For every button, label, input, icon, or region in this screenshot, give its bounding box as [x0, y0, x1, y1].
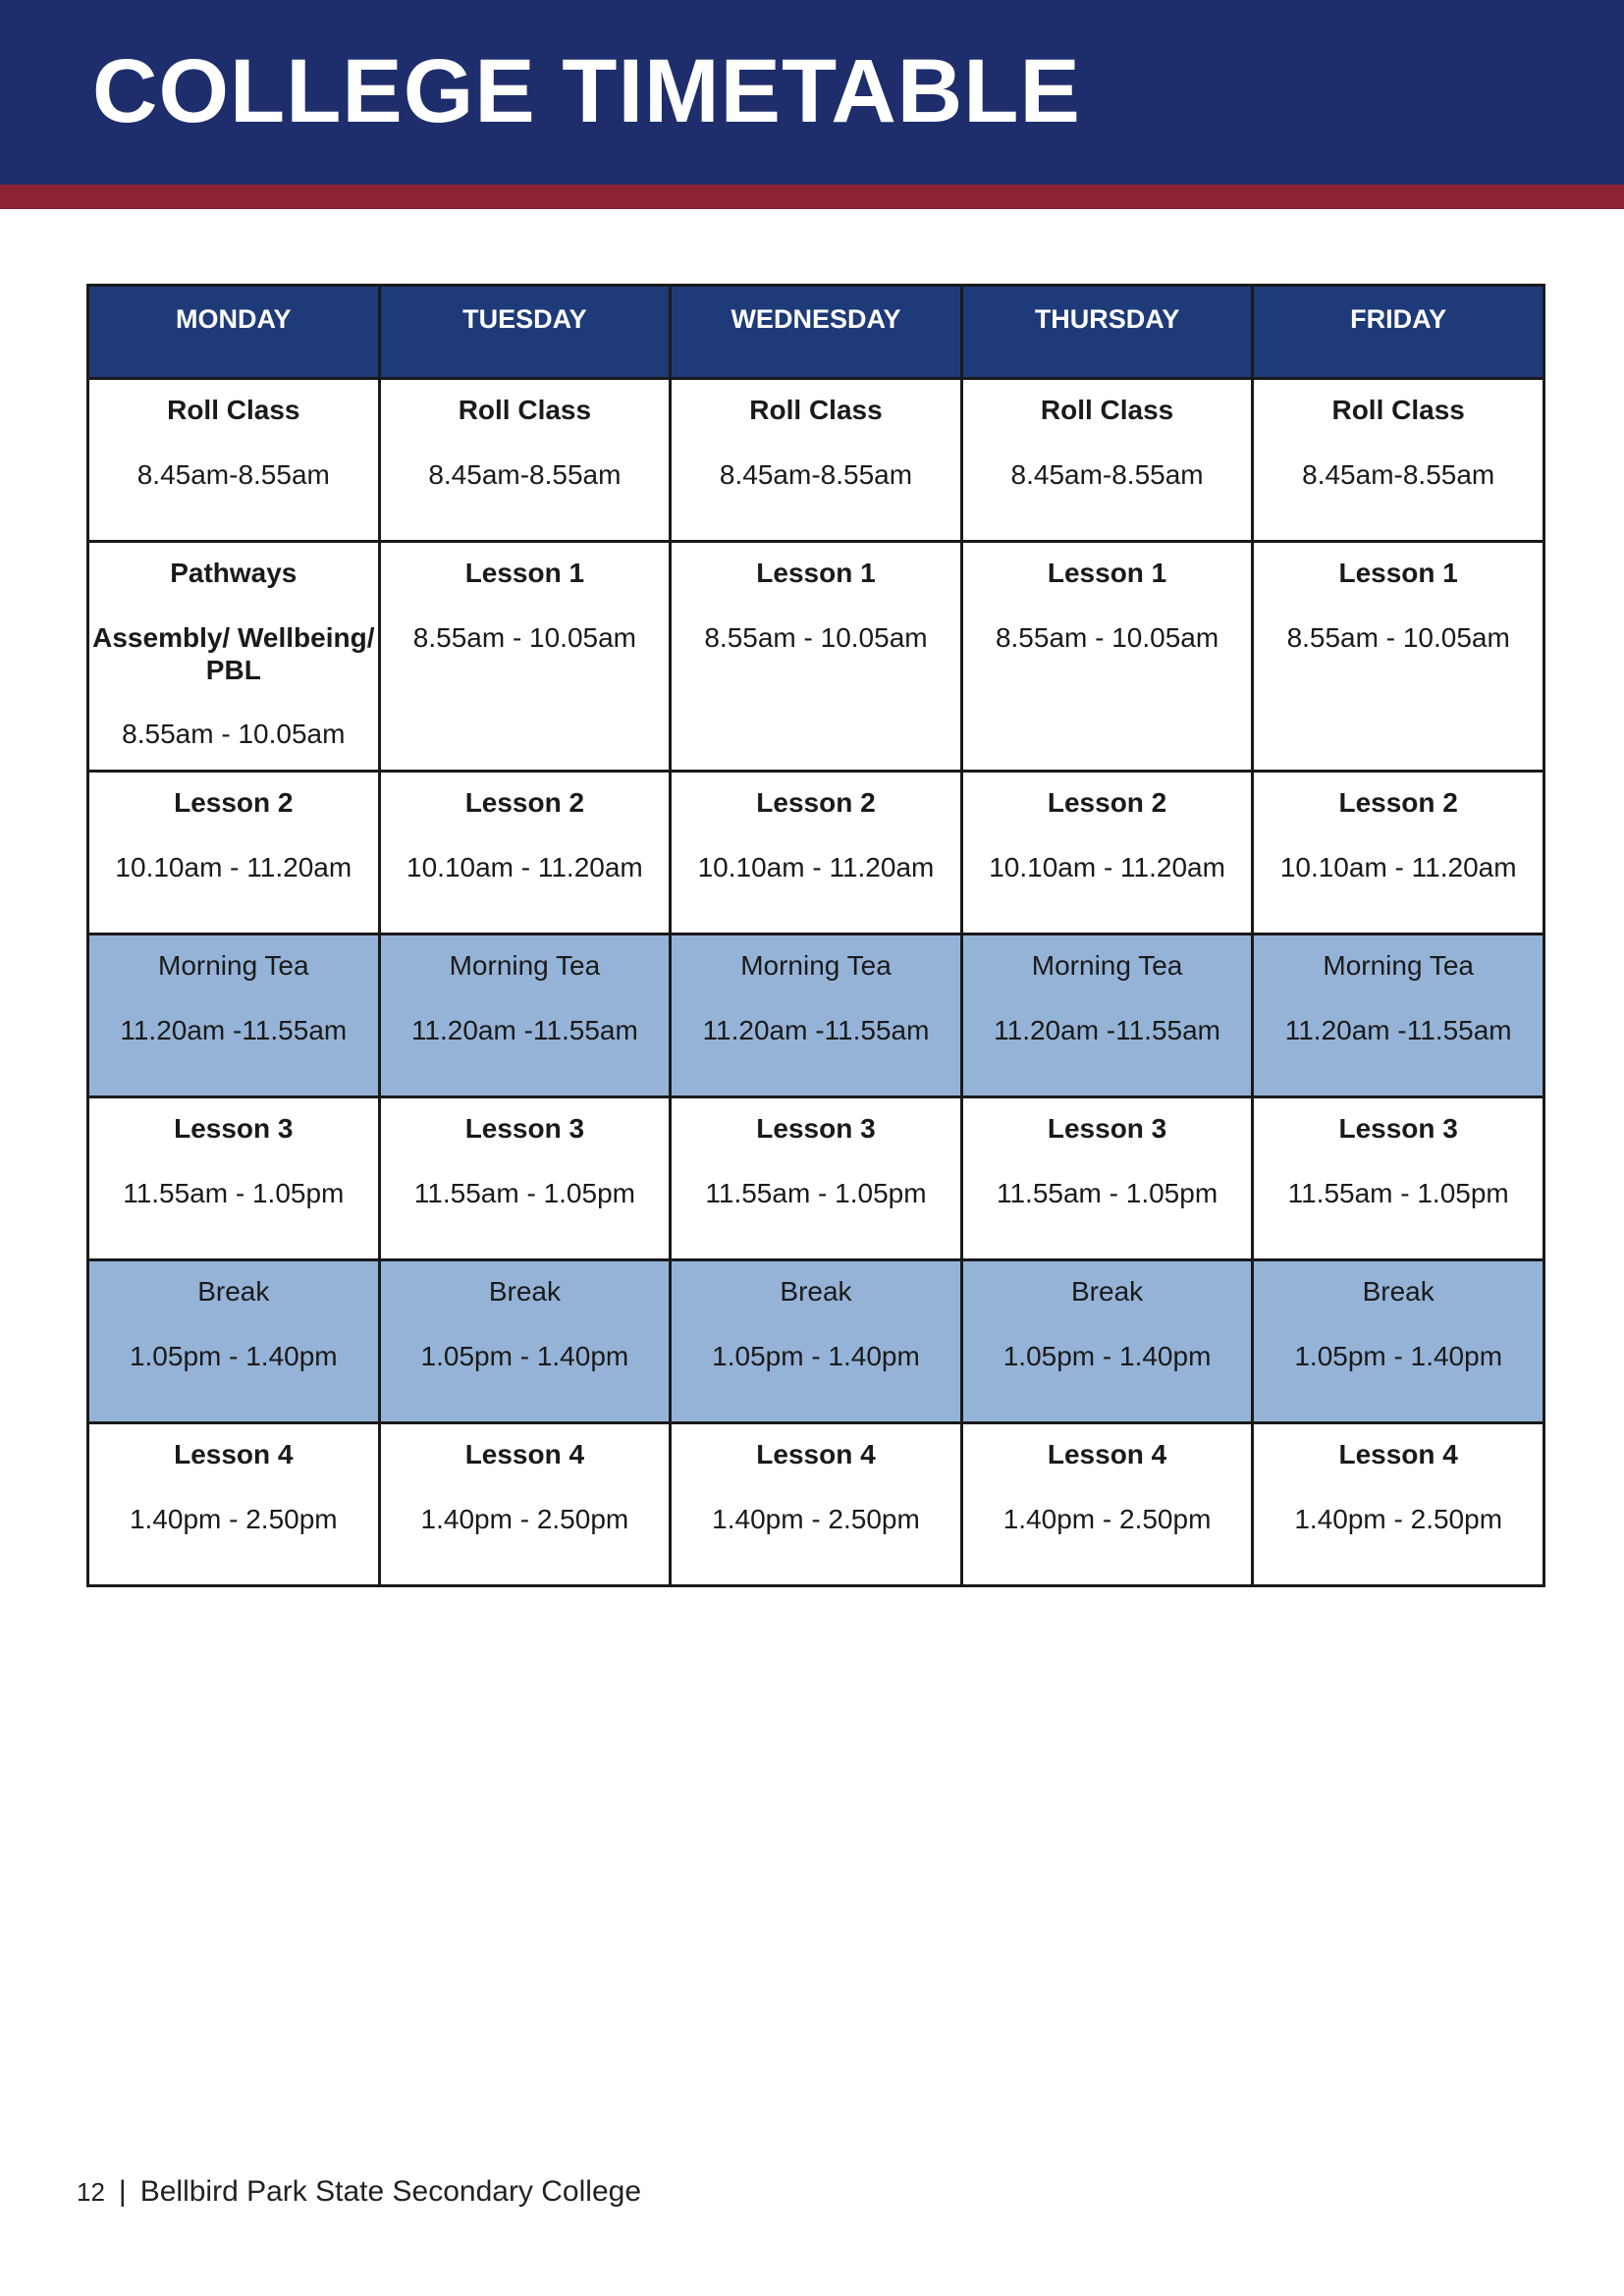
table-row-roll-class — [88, 379, 1544, 542]
cell-time: 1.05pm - 1.40pm — [1002, 1341, 1212, 1371]
cell-label: Roll Class — [1331, 395, 1465, 425]
table-cell — [379, 542, 671, 772]
table-cell — [671, 934, 962, 1097]
table-cell — [1253, 934, 1544, 1097]
cell-time: 8.55am - 10.05am — [995, 622, 1219, 653]
cell-time: 10.10am - 11.20am — [989, 852, 1225, 882]
table-cell — [1253, 1423, 1544, 1586]
cell-label: Lesson 2 — [1338, 787, 1458, 818]
cell-time: 1.40pm - 2.50pm — [129, 1504, 338, 1534]
cell-label: Break — [488, 1276, 561, 1307]
table-cell — [88, 1260, 380, 1423]
table-cell — [1253, 1097, 1544, 1260]
cell-time: 11.55am - 1.05pm — [1287, 1178, 1509, 1208]
school-name: Bellbird Park State Secondary College — [139, 2175, 641, 2208]
cell-time: 1.40pm - 2.50pm — [1294, 1504, 1503, 1534]
cell-time: 1.05pm - 1.40pm — [712, 1341, 920, 1371]
day-header-tuesday: TUESDAY — [379, 286, 671, 379]
cell-label: Roll Class — [458, 395, 592, 425]
cell-time: 10.10am - 11.20am — [1279, 852, 1517, 882]
cell-time: 11.20am -11.55am — [120, 1015, 348, 1045]
cell-label: Lesson 1 — [1338, 558, 1458, 588]
cell-time: 11.20am -11.55am — [410, 1015, 638, 1045]
timetable-header-row — [88, 286, 1544, 379]
table-cell — [961, 1260, 1253, 1423]
cell-time: 11.55am - 1.05pm — [705, 1178, 927, 1208]
table-row-break — [88, 1260, 1544, 1423]
cell-time: 8.55am - 10.05am — [704, 622, 928, 653]
cell-time: 11.55am - 1.05pm — [123, 1178, 345, 1208]
cell-sublabel: Assembly/ Wellbeing/ PBL — [92, 622, 375, 685]
cell-label: Lesson 3 — [464, 1113, 585, 1144]
day-header-thursday: THURSDAY — [961, 286, 1253, 379]
table-cell — [671, 772, 962, 934]
cell-label: Roll Class — [749, 395, 883, 425]
table-cell — [671, 1423, 962, 1586]
cell-label: Break — [1071, 1276, 1144, 1307]
table-row-lesson-3 — [88, 1097, 1544, 1260]
cell-time: 11.20am -11.55am — [702, 1015, 930, 1045]
table-cell — [961, 1423, 1253, 1586]
table-cell — [671, 1097, 962, 1260]
cell-label: Lesson 4 — [464, 1439, 585, 1469]
table-cell — [379, 1260, 671, 1423]
page-footer — [77, 2175, 641, 2209]
cell-time: 10.10am - 11.20am — [115, 852, 352, 882]
page-title: COLLEGE TIMETABLE — [92, 41, 1081, 141]
cell-label: Break — [197, 1276, 270, 1307]
cell-time: 8.55am - 10.05am — [1286, 622, 1510, 653]
day-header-friday: FRIDAY — [1253, 286, 1544, 379]
cell-label: Lesson 2 — [756, 787, 876, 818]
cell-label: Lesson 2 — [174, 787, 294, 818]
table-row-lesson-4 — [88, 1423, 1544, 1586]
cell-time: 1.05pm - 1.40pm — [129, 1341, 338, 1371]
cell-label: Lesson 2 — [464, 787, 585, 818]
cell-time: 10.10am - 11.20am — [697, 852, 935, 882]
table-row-lesson-1 — [88, 542, 1544, 772]
cell-label: Morning Tea — [158, 950, 309, 981]
cell-time: 1.40pm - 2.50pm — [420, 1504, 629, 1534]
table-cell — [379, 1097, 671, 1260]
cell-label: Morning Tea — [1323, 950, 1474, 981]
cell-label: Lesson 3 — [1047, 1113, 1167, 1144]
table-cell — [379, 772, 671, 934]
table-cell — [379, 1423, 671, 1586]
cell-label: Morning Tea — [740, 950, 892, 981]
table-cell — [671, 542, 962, 772]
cell-label: Break — [780, 1276, 852, 1307]
cell-time: 11.55am - 1.05pm — [996, 1178, 1218, 1208]
cell-label: Lesson 3 — [756, 1113, 876, 1144]
table-cell — [88, 934, 380, 1097]
footer-separator: | — [118, 2175, 127, 2208]
table-cell — [961, 772, 1253, 934]
cell-label: Lesson 3 — [174, 1113, 294, 1144]
cell-label: Lesson 1 — [464, 558, 585, 588]
table-row-morning-tea — [88, 934, 1544, 1097]
cell-time: 1.40pm - 2.50pm — [712, 1504, 920, 1534]
table-cell — [961, 1097, 1253, 1260]
cell-label: Break — [1362, 1276, 1435, 1307]
cell-time: 11.20am -11.55am — [1284, 1015, 1512, 1045]
page-number: 12 — [77, 2177, 105, 2207]
day-header-monday: MONDAY — [88, 286, 380, 379]
table-cell — [961, 542, 1253, 772]
cell-label: Roll Class — [1040, 395, 1174, 425]
cell-label: Morning Tea — [1031, 950, 1183, 981]
cell-time: 11.55am - 1.05pm — [413, 1178, 635, 1208]
day-header-wednesday: WEDNESDAY — [671, 286, 962, 379]
table-cell — [961, 934, 1253, 1097]
cell-label: Lesson 4 — [756, 1439, 876, 1469]
table-cell — [379, 934, 671, 1097]
table-cell — [88, 542, 380, 772]
table-cell — [1253, 1260, 1544, 1423]
cell-time: 8.45am-8.55am — [719, 459, 913, 490]
cell-time: 8.45am-8.55am — [1010, 459, 1204, 490]
cell-label: Lesson 4 — [1047, 1439, 1167, 1469]
table-row-lesson-2 — [88, 772, 1544, 934]
cell-label: Pathways — [170, 558, 298, 588]
cell-time: 11.20am -11.55am — [994, 1015, 1221, 1045]
cell-time: 8.45am-8.55am — [136, 459, 330, 490]
cell-label: Lesson 1 — [756, 558, 876, 588]
table-cell — [88, 772, 380, 934]
cell-label: Lesson 4 — [1338, 1439, 1458, 1469]
cell-time: 1.05pm - 1.40pm — [420, 1341, 629, 1371]
table-cell — [88, 1097, 380, 1260]
cell-time: 8.45am-8.55am — [428, 459, 622, 490]
cell-label: Lesson 3 — [1338, 1113, 1458, 1144]
table-cell — [671, 379, 962, 542]
timetable — [86, 284, 1545, 1587]
cell-time: 1.05pm - 1.40pm — [1294, 1341, 1503, 1371]
table-cell — [88, 379, 380, 542]
cell-label: Morning Tea — [449, 950, 601, 981]
table-cell — [1253, 772, 1544, 934]
cell-label: Lesson 2 — [1047, 787, 1167, 818]
table-cell — [671, 1260, 962, 1423]
table-cell — [1253, 542, 1544, 772]
table-cell — [379, 379, 671, 542]
table-cell — [88, 1423, 380, 1586]
cell-label: Roll Class — [167, 395, 300, 425]
table-cell — [961, 379, 1253, 542]
cell-label: Lesson 1 — [1047, 558, 1167, 588]
cell-time: 8.45am-8.55am — [1302, 459, 1495, 490]
cell-label: Lesson 4 — [174, 1439, 294, 1469]
cell-time: 10.10am - 11.20am — [406, 852, 643, 882]
header-accent-stripe — [0, 185, 1624, 209]
cell-time: 1.40pm - 2.50pm — [1002, 1504, 1212, 1534]
table-cell — [1253, 379, 1544, 542]
cell-time: 8.55am - 10.05am — [122, 719, 346, 749]
cell-time: 8.55am - 10.05am — [412, 622, 637, 653]
